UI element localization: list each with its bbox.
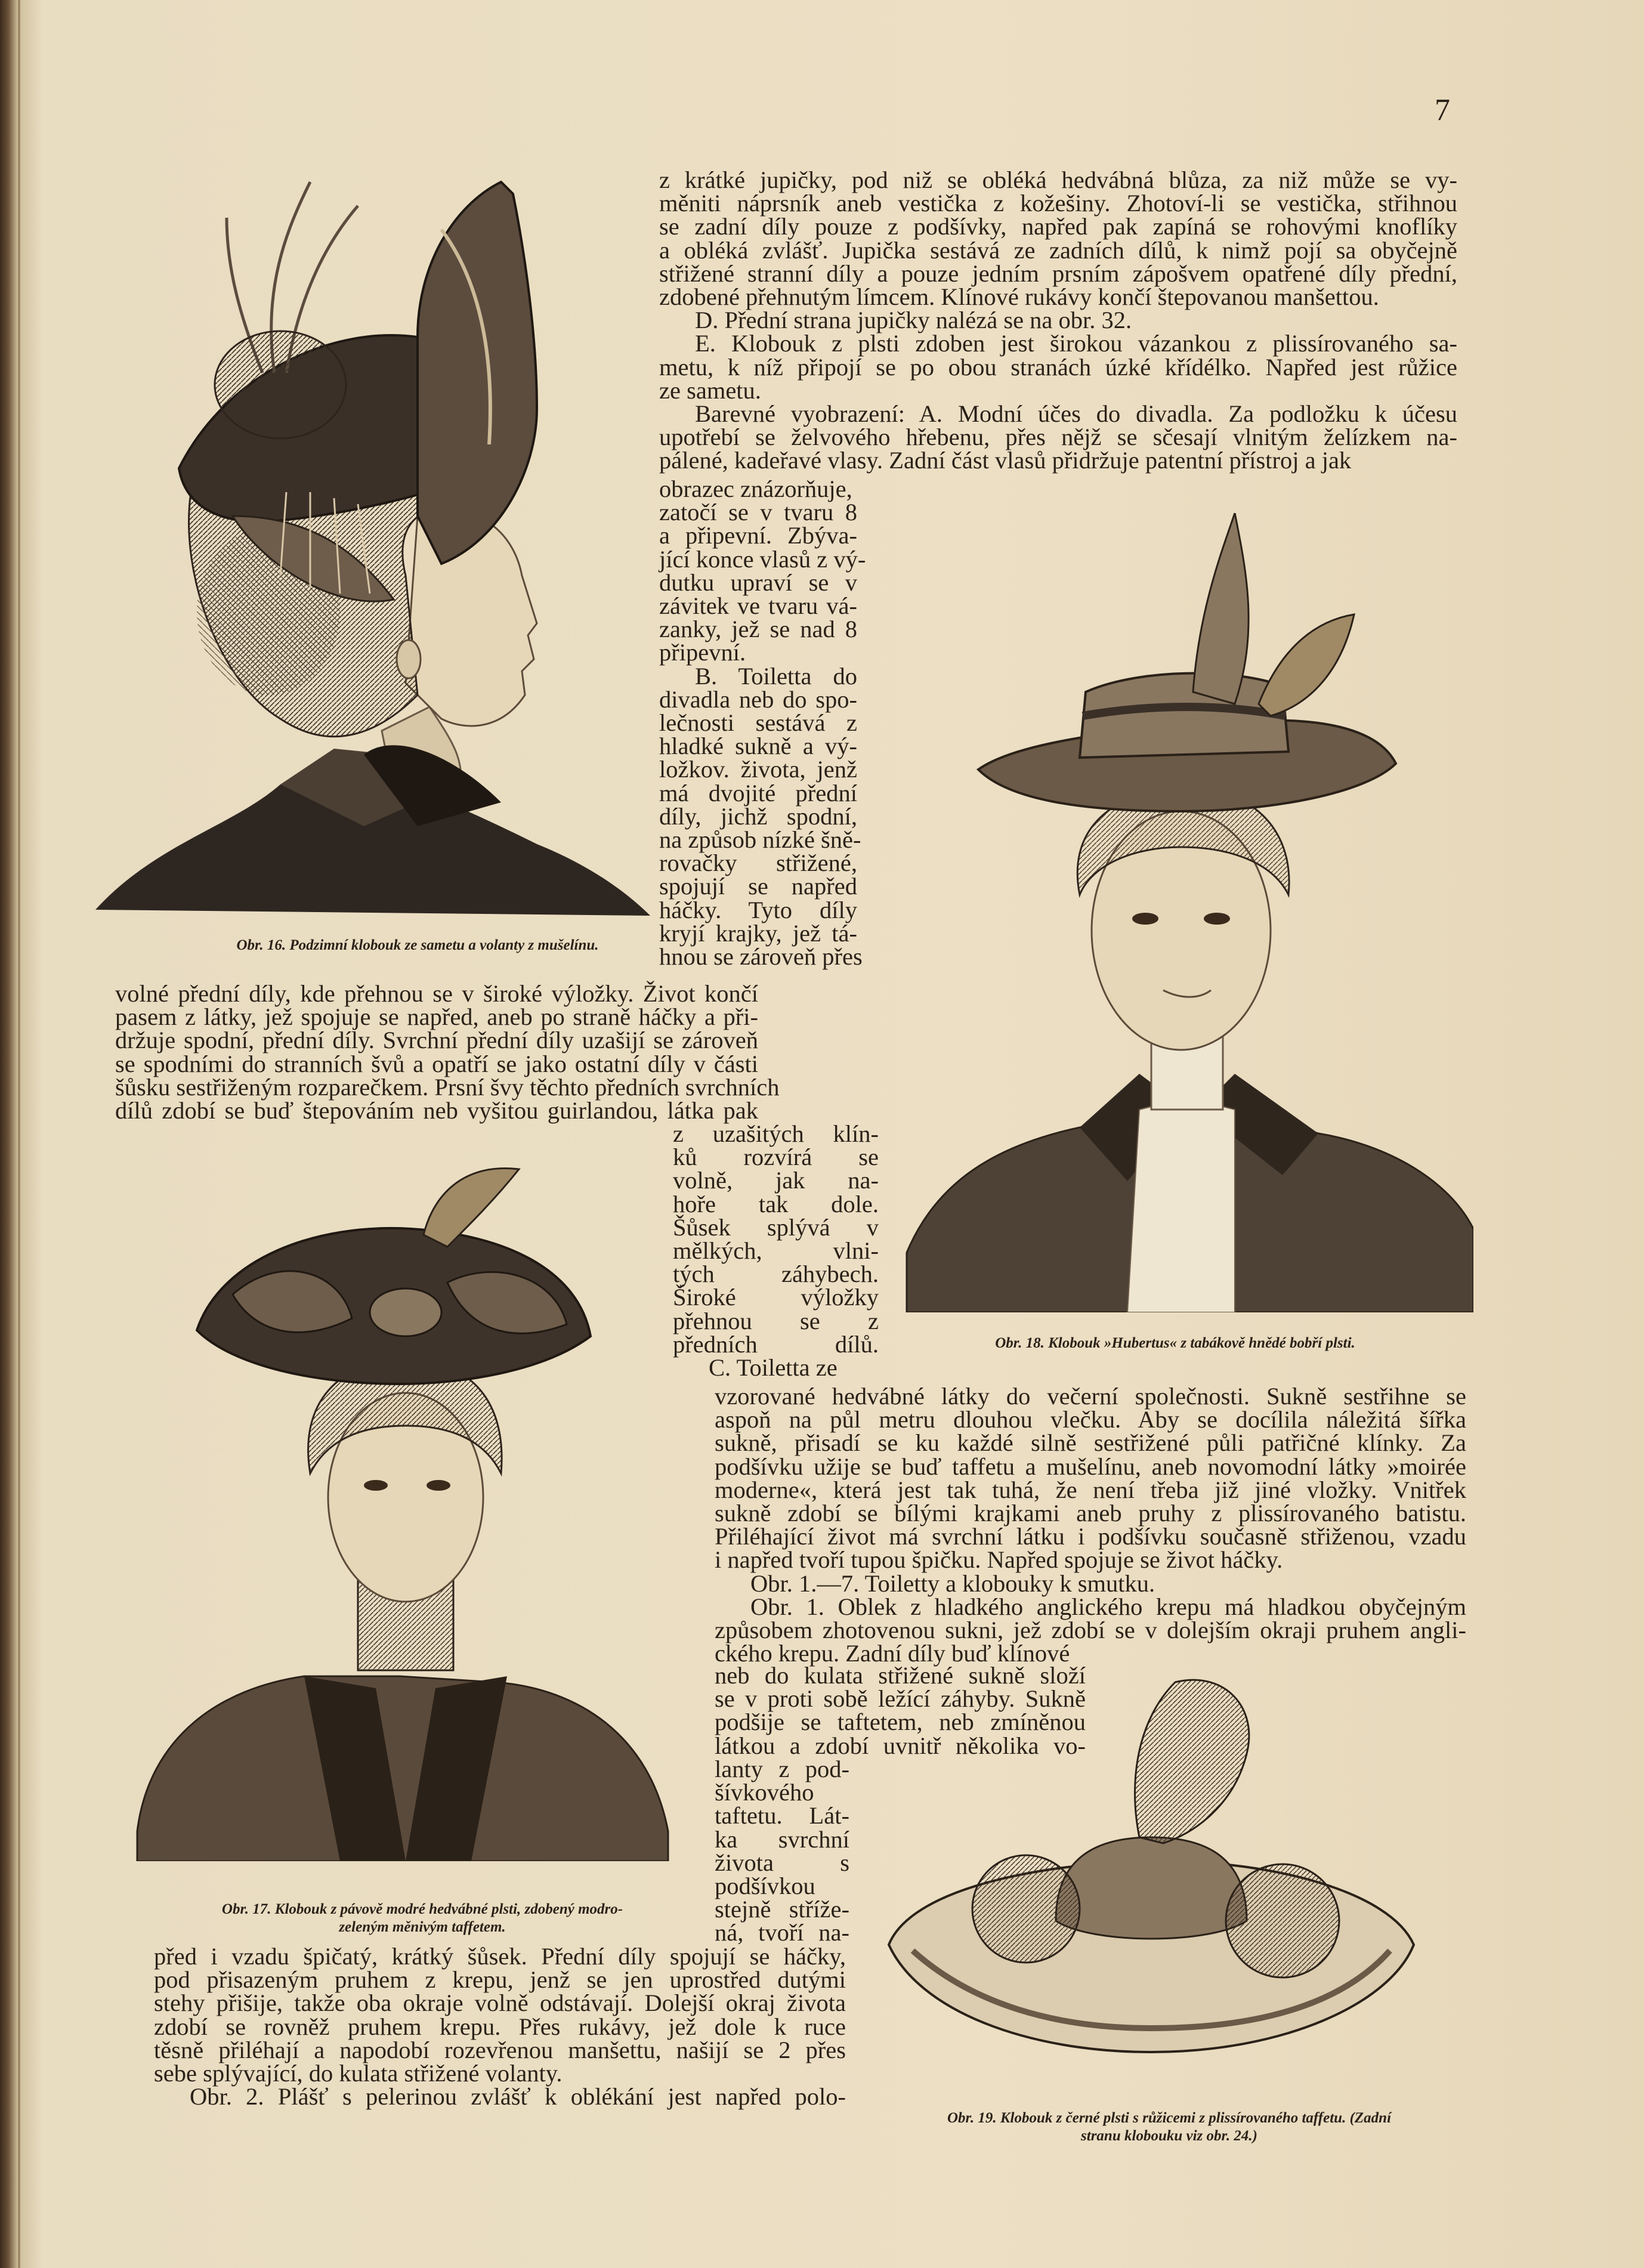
text-line: sukně zdobí se bílými krajkami aneb pruhy z plissírovaného batistu. bbox=[715, 1500, 1466, 1527]
tiny-text-column bbox=[715, 1757, 849, 1945]
caption-fig19-line1: Obr. 19. Klobouk z černé plsti s růžicemi z plissírovaného taffetu. (Zadní bbox=[947, 2110, 1392, 2126]
caption-fig17-line1: Obr. 17. Klobouk z pávově modré hedvábné plsti, zdobený modro- bbox=[221, 1901, 623, 1917]
text-line: ka svrchní bbox=[715, 1825, 849, 1853]
text-line: stehy přišije, takže oba okraje volně odstávají. Dolejší okraj života bbox=[154, 1989, 846, 2017]
page-binding-edge bbox=[18, 0, 20, 2268]
text-line: divadla neb do spo- bbox=[659, 685, 857, 713]
text-line: střižené stranní díly a pouze jedním prsním zápošvem opatřené díly přední, bbox=[659, 259, 1457, 287]
text-line: Obr. 1.—7. Toiletty a klobouky k smutku. bbox=[750, 1569, 1155, 1597]
illustration-fig17-hat bbox=[125, 1163, 680, 1861]
text-line: podšívku užije se buď taffetu a mušelínu, aneb novomodní látky »moirée bbox=[715, 1453, 1466, 1480]
text-line: tých záhybech. bbox=[673, 1260, 879, 1288]
caption-fig19 bbox=[877, 2109, 1461, 2145]
text-line: E. Klobouk z plsti zdoben jest širokou vázankou z plissírovaného sa- bbox=[695, 330, 1457, 357]
text-line: pasem z látky, jež spojuje se napřed, aneb po straně háčky a při- bbox=[115, 1003, 758, 1031]
text-line: držuje spodní, přední díly. Svrchní přední díly uzašijí se zároveň bbox=[115, 1027, 758, 1054]
text-line: připevní. bbox=[659, 639, 746, 666]
text-line: díly, jichž spodní, bbox=[659, 802, 857, 830]
text-line: C. Toiletta ze bbox=[709, 1354, 838, 1382]
caption-fig19-line2: stranu klobouku viz obr. 24.) bbox=[1081, 2128, 1257, 2144]
text-line: taftetu. Lát- bbox=[715, 1802, 849, 1830]
text-line: pod přisazeným pruhem z krepu, jenž se jen uprostřed dutými bbox=[154, 1966, 846, 1994]
text-line: aspoň na půl metru dlouhou vlečku. Aby se docílila náležitá šířka bbox=[715, 1406, 1466, 1433]
text-line: šívkového bbox=[715, 1779, 814, 1806]
text-line: života s bbox=[715, 1849, 849, 1876]
text-line: B. Toiletta do bbox=[695, 662, 857, 690]
text-line: podšívkou bbox=[715, 1873, 815, 1900]
text-line: těsně přiléhají a napodobí rozevřenou manšettu, našijí se 2 přes bbox=[154, 2036, 846, 2063]
caption-fig16: Obr. 16. Podzimní klobouk ze sametu a volanty z mušelínu. bbox=[236, 937, 599, 953]
text-line: ze sametu. bbox=[659, 376, 761, 404]
text-line: šůsku sestřiženým rozparečkem. Prsní švy těchto předních svrchních bbox=[115, 1073, 780, 1101]
text-line: lanty z pod- bbox=[715, 1756, 849, 1782]
narrow-text-column bbox=[659, 475, 866, 971]
text-line: na způsob nízké šně- bbox=[659, 826, 861, 854]
text-line: přehnou se z bbox=[673, 1307, 879, 1334]
text-line: závitek ve tvaru vá- bbox=[659, 592, 857, 620]
text-line: ckého krepu. Zadní díly buď klínové bbox=[715, 1640, 1070, 1667]
text-line: před i vzadu špičatý, krátký šůsek. Přední díly spojují se háčky, bbox=[154, 1943, 846, 1970]
caption-fig17 bbox=[154, 1901, 691, 1936]
illustration-fig16-hat bbox=[84, 158, 650, 928]
illustration-fig19-hat bbox=[877, 1670, 1426, 2100]
text-line: hladké sukně a vý- bbox=[659, 733, 857, 760]
bottom-text-block bbox=[154, 1943, 846, 2111]
text-line: a obléká zvlášť. Jupička sestává ze zadních dílů, k nimž pojí sa obyčejně bbox=[659, 236, 1457, 264]
text-line: Přiléhající život má svrchní látku i podšívku současně střiženou, vzadu bbox=[715, 1523, 1466, 1550]
text-line: hnou se zároveň přes bbox=[659, 943, 863, 971]
text-line: jící konce vlasů z vý- bbox=[659, 545, 866, 573]
text-line: lečnosti sestává z bbox=[659, 709, 857, 737]
text-line: ložkov. života, jenž bbox=[659, 756, 857, 783]
text-line: upotřebí se želvového hřebenu, přes nějž se sčesají vlnitým želízkem na- bbox=[659, 424, 1457, 451]
text-line: pálené, kadeřavé vlasy. Zadní část vlasů přidržuje patentní přístroj a jak bbox=[659, 447, 1352, 474]
text-line: Široké výložky bbox=[673, 1284, 879, 1311]
text-line: ná, tvoří na- bbox=[715, 1919, 849, 1946]
text-line: D. Přední strana jupičky nalézá se na obr. 32. bbox=[695, 307, 1132, 334]
text-line: spojují se napřed bbox=[659, 873, 857, 900]
illustration-fig18-hat bbox=[901, 513, 1473, 1312]
text-line: z uzašitých klín- bbox=[673, 1120, 879, 1147]
text-line: neb do kulata střižené sukně složí bbox=[715, 1662, 1086, 1689]
text-line: sebe splývající, do kulata střižené volanty. bbox=[154, 2060, 563, 2087]
wide-text-block bbox=[115, 980, 780, 1124]
text-line: zdobí se rovněž pruhem krepu. Přes rukávy, jež dole k ruce bbox=[154, 2013, 846, 2040]
text-line: měniti náprsník aneb vestička z kožešiny. Zhotoví-li se vestička, střihnou bbox=[659, 190, 1457, 217]
text-line: mělkých, vlni- bbox=[673, 1237, 879, 1265]
right-text-block bbox=[715, 1385, 1466, 1665]
text-line: Obr. 1. Oblek z hladkého anglického krepu má hladkou obyčejným bbox=[750, 1593, 1466, 1620]
text-line: látkou a zdobí uvnitř několika vo- bbox=[715, 1732, 1086, 1759]
text-line: dutku upraví se v bbox=[659, 568, 857, 596]
text-line: se v proti sobě ležící záhyby. Sukně bbox=[715, 1685, 1086, 1713]
text-line: Barevné vyobrazení: A. Modní účes do divadla. Za podložku k účesu bbox=[695, 400, 1457, 428]
page-number: 7 bbox=[1435, 93, 1450, 127]
text-line: Šůsek splývá v bbox=[673, 1213, 879, 1241]
text-line: obrazec znázorňuje, bbox=[659, 475, 852, 502]
text-line: vzorované hedvábné látky do večerní společnosti. Sukně sestřihne se bbox=[715, 1383, 1466, 1410]
text-line: má dvojité přední bbox=[659, 779, 857, 807]
text-line: stejně stříže- bbox=[715, 1896, 849, 1923]
text-line: dílů zdobí se buď štepováním neb vyšitou guirlandou, látka pak bbox=[115, 1097, 758, 1124]
text-line: zdobené přehnutým límcem. Klínové rukávy končí štepovanou manšettou. bbox=[659, 283, 1379, 311]
text-line: se zadní díly pouze z podšívky, napřed pak zapíná se rohovými knoflíky bbox=[659, 213, 1457, 240]
text-line: se spodními do stranních švů a opatří se jako ostatní díly v části bbox=[115, 1050, 758, 1077]
text-line: kryjí krajky, jež tá- bbox=[659, 919, 857, 947]
caption-fig17-line2: zeleným měnivým taffetem. bbox=[339, 1919, 506, 1935]
text-line: rovačky střižené, bbox=[659, 849, 857, 877]
text-line: volně, jak na- bbox=[673, 1167, 879, 1194]
text-line: volné přední díly, kde přehnou se v široké výložky. Život končí bbox=[115, 980, 758, 1007]
text-line: způsobem zhotovenou sukni, jež zdobí se v dolejším okraji pruhem angli- bbox=[715, 1617, 1466, 1644]
text-line: a připevní. Zbýva- bbox=[659, 522, 857, 549]
text-line: moderne«, která jest tak tuhá, že není třeba již jiné vložky. Vnitřek bbox=[715, 1476, 1466, 1503]
text-line: předních dílů. bbox=[673, 1330, 879, 1358]
text-line: háčky. Tyto díly bbox=[659, 896, 857, 923]
text-line: metu, k níž připojí se po obou stranách úzké křídélko. Napřed jest růžice bbox=[659, 353, 1457, 381]
text-line: podšije se taftetem, neb zmíněnou bbox=[715, 1708, 1086, 1736]
text-line: sukně, přisadí se ku každé silně sestřižené půli patřičné klínky. Za bbox=[715, 1429, 1466, 1457]
text-line: hoře tak dole. bbox=[673, 1190, 879, 1218]
text-line: ků rozvírá se bbox=[673, 1144, 879, 1171]
text-line: z krátké jupičky, pod niž se obléká hedvábná blůza, za niž může se vy- bbox=[659, 166, 1457, 193]
text-line: zanky, jež se nad 8 bbox=[659, 616, 857, 643]
caption-fig18: Obr. 18. Klobouk »Hubertus« z tabákově hnědé bobří plsti. bbox=[995, 1335, 1355, 1351]
text-line: i napřed tvoří tupou špičku. Napřed spojuje se život háčky. bbox=[715, 1546, 1283, 1574]
top-text-block bbox=[659, 168, 1457, 472]
text-line: zatočí se v tvaru 8 bbox=[659, 499, 857, 526]
middle-text-column bbox=[673, 1120, 879, 1382]
text-line: Obr. 2. Plášť s pelerinou zvlášť k oblékání jest napřed polo- bbox=[190, 2083, 846, 2111]
